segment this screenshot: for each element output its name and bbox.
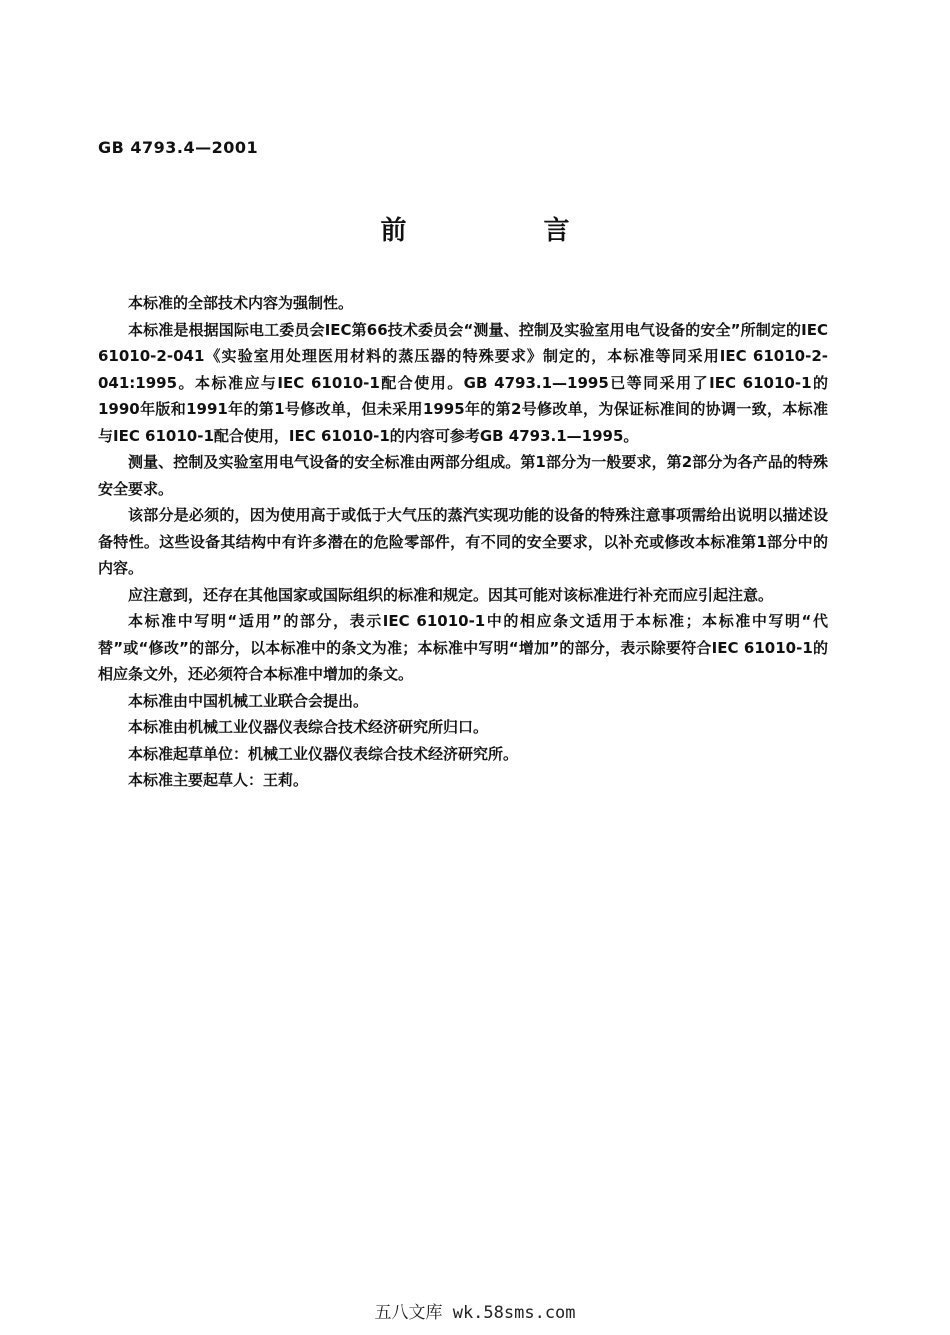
paragraph: 测量、控制及实验室用电气设备的安全标准由两部分组成。第1部分为一般要求，第2部分为各产品的特殊安全要求。 — [98, 453, 828, 498]
paragraph: 本标准由机械工业仪器仪表综合技术经济研究所归口。 — [128, 718, 489, 736]
paragraph: 本标准由中国机械工业联合会提出。 — [128, 691, 369, 710]
paragraph: 本标准中写明“适用”的部分，表示IEC 61010-1中的相应条文适用于本标准；本标准中写明“代替”或“修改”的部分，以本标准中的条文为准；本标准中写明“增加”的部分，表示除要符合IEC 61010-1的相应条文外，还必须符合本标准中增加的条文。 — [98, 612, 828, 683]
paragraph: 本标准主要起草人：王莉。 — [128, 771, 309, 789]
paragraph: 本标准的全部技术内容为强制性。 — [128, 294, 354, 312]
footer-watermark: 五八文库 wk.58sms.com — [374, 1303, 576, 1323]
page-title: 前 言 — [380, 216, 634, 246]
paragraph: 该部分是必须的，因为使用高于或低于大气压的蒸汽实现功能的设备的特殊注意事项需给出说明以描述设备特性。这些设备其结构中有许多潜在的危险零部件，有不同的安全要求，以补充或修改本标准第1部分中的内容。 — [98, 506, 828, 577]
document-code: GB 4793.4—2001 — [98, 138, 259, 157]
paragraph: 本标准是根据国际电工委员会IEC第66技术委员会“测量、控制及实验室用电气设备的安全”所制定的IEC 61010-2-041《实验室用处理医用材料的蒸压器的特殊要求》制定的，本标准等同采用IEC 61010-2-041:1995。本标准应与IEC 61010-1配合使用。GB 4793.1—1995已等同采用了IEC 61010-1的1990年版和1991年的第1号修改单，但未采用1995年的第2号修改单，为保证标准间的协调一致，本标准与IEC 61010-1配合使用，IEC 61010-1的内容可参考GB 4793.1—1995。 — [98, 320, 828, 445]
foreword-body — [98, 290, 828, 794]
paragraph: 本标准起草单位：机械工业仪器仪表综合技术经济研究所。 — [128, 744, 519, 763]
paragraph: 应注意到，还存在其他国家或国际组织的标准和规定。因其可能对该标准进行补充而应引起注意。 — [128, 585, 774, 604]
